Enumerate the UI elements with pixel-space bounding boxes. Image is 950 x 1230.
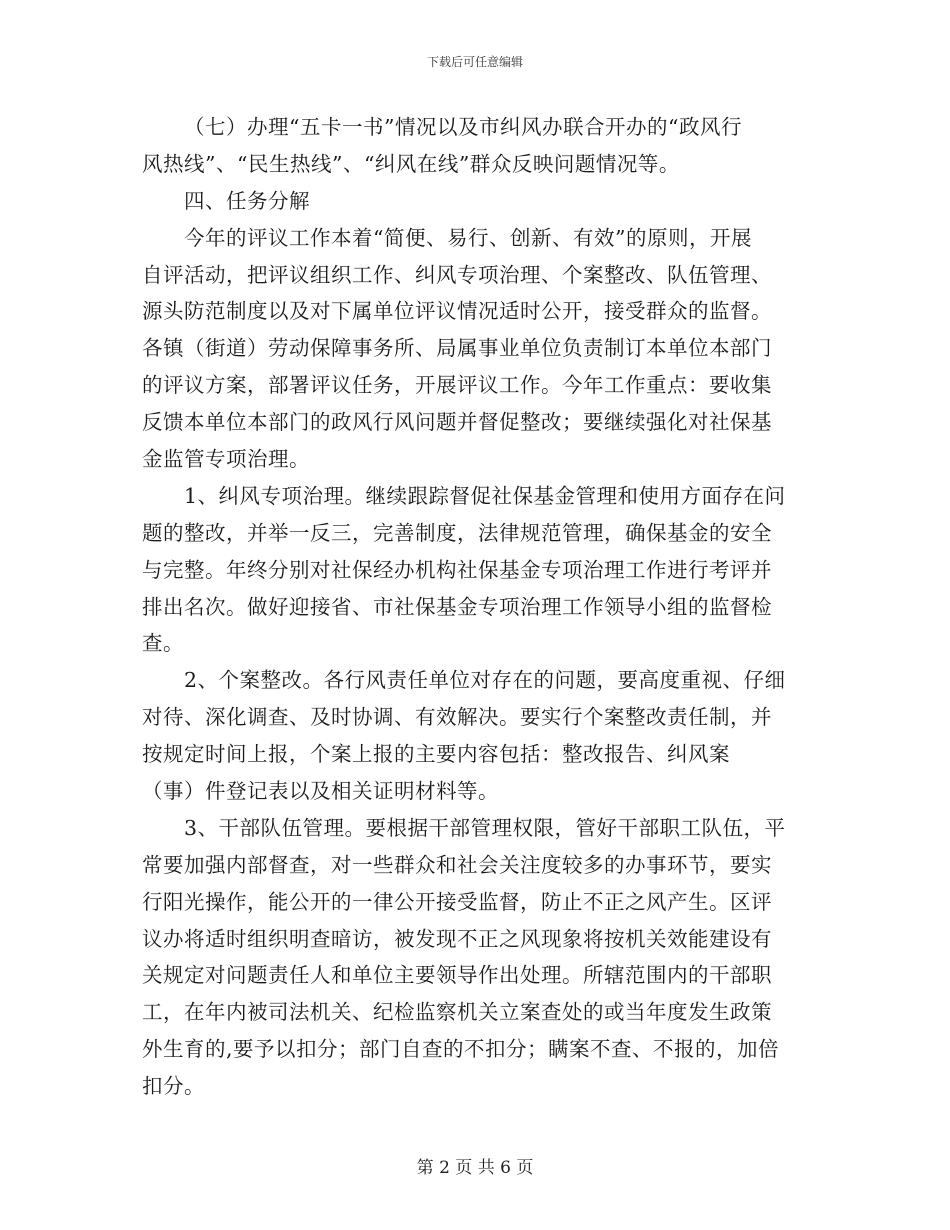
text-line: 扣分。 [142,1074,205,1099]
text-line: 1、纠风专项治理。继续跟踪督促社保基金管理和使用方面存在问 [184,483,786,508]
text-line: 查。 [142,631,184,656]
text-line: 对待、深化调查、及时协调、有效解决。要实行个案整改责任制，并 [142,705,772,730]
text-line: 各镇（街道）劳动保障事务所、局属事业单位负责制订本单位本部门 [142,336,772,361]
text-line: 按规定时间上报，个案上报的主要内容包括：整改报告、纠风案 [142,742,730,767]
text-line: 3、干部队伍管理。要根据干部管理权限，管好干部职工队伍，平 [184,815,786,840]
document-body [142,109,814,1105]
text-line: 排出名次。做好迎接省、市社保基金专项治理工作领导小组的监督检 [142,594,772,619]
text-line: 题的整改，并举一反三，完善制度，法律规范管理，确保基金的安全 [142,520,772,545]
text-line: （事）件登记表以及相关证明材料等。 [142,779,499,804]
text-line: 行阳光操作，能公开的一律公开接受监督，防止不正之风产生。区评 [142,889,772,914]
text-line: 2、个案整改。各行风责任单位对存在的问题，要高度重视、仔细 [184,668,786,693]
section-heading: 四、任务分解 [184,188,310,213]
text-line: 与完整。年终分别对社保经办机构社保基金专项治理工作进行考评并 [142,557,772,582]
text-line: 源头防范制度以及对下属单位评议情况适时公开，接受群众的监督。 [142,299,772,324]
text-line: 议办将适时组织明查暗访，被发现不正之风现象将按机关效能建设有 [142,926,772,951]
text-line: 风热线”、“民生热线”、“纠风在线”群众反映问题情况等。 [142,151,680,176]
text-line: 反馈本单位本部门的政风行风问题并督促整改；要继续强化对社保基 [142,410,772,435]
text-line: 关规定对问题责任人和单位主要领导作出处理。所辖范围内的干部职 [142,963,772,988]
text-line: 金监管专项治理。 [142,447,310,472]
text-line: 的评议方案，部署评议任务，开展评议工作。今年工作重点：要收集 [142,373,772,398]
text-line: 自评活动，把评议组织工作、纠风专项治理、个案整改、队伍管理、 [142,262,772,287]
text-line: 外生育的,要予以扣分；部门自查的不扣分；瞒案不查、不报的，加倍 [142,1037,780,1062]
text-line: 工，在年内被司法机关、纪检监察机关立案查处的或当年度发生政策 [142,1000,772,1025]
text-line: 常要加强内部督查，对一些群众和社会关注度较多的办事环节，要实 [142,852,772,877]
page-number-footer: 第 2 页 共 6 页 [416,1158,534,1178]
text-line: 今年的评议工作本着“简便、易行、创新、有效”的原则，开展 [184,225,752,250]
header-note: 下载后可任意编辑 [426,55,523,69]
text-line: （七）办理“五卡一书”情况以及市纠风办联合开办的“政风行 [184,115,742,139]
